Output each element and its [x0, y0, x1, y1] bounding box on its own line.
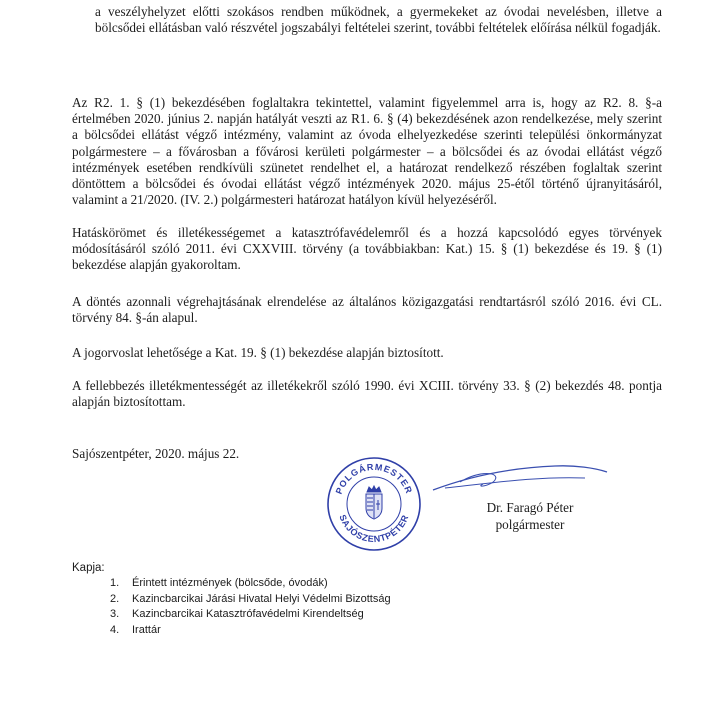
- recipients-list: [110, 576, 391, 638]
- paragraph-competence: Hatáskörömet és illetékességemet a katasztrófavédelemről és a hozzá kapcsolódó egyes törvények módosításáról szóló 2011. évi CXXVIII. törvény (a továbbiakban: Kat.) 15. § (1) bekezdése és 19. § (1) bekezdése alapján gyakoroltam.: [72, 225, 662, 273]
- seal-top-text: POLGÁRMESTER: [333, 461, 415, 496]
- signature-block: [470, 500, 590, 533]
- list-item: 3. Kazincbarcikai Katasztrófavédelmi Kirendeltség: [110, 608, 364, 621]
- recipients-title: Kapja:: [72, 562, 105, 574]
- list-item: 2. Kazincbarcikai Járási Hivatal Helyi Védelmi Bizottság: [110, 592, 391, 605]
- official-seal-icon: [326, 456, 422, 552]
- signatory-name: Dr. Faragó Péter: [486, 500, 574, 515]
- paragraph-remedy: A jogorvoslat lehetősége a Kat. 19. § (1) bekezdése alapján biztosított.: [72, 345, 444, 360]
- signatory-title: polgármester: [495, 516, 565, 532]
- signature-icon: [425, 460, 615, 500]
- paragraph-execution: A döntés azonnali végrehajtásának elrendelése az általános közigazgatási rendtartásról szóló 2016. évi CL. törvény 84. §-án alapul.: [72, 294, 662, 326]
- place-and-date: Sajószentpéter, 2020. május 22.: [72, 446, 240, 461]
- seal-bottom-text: SAJÓSZENTPÉTER: [337, 513, 411, 545]
- list-item: 4. Irattár: [110, 623, 161, 636]
- paragraph-continuation: a veszélyhelyzet előtti szokásos rendben működnek, a gyermekeket az óvodai nevelésben, illetve a bölcsődei ellátásban való részvétel jogszabályi feltételei szerint, további feltételek előírása nélkül fogadják.: [95, 4, 662, 36]
- list-item: 1. Érintett intézmények (bölcsőde, óvodák): [110, 577, 328, 589]
- paragraph-fee-exemption: A fellebbezés illetékmentességét az illetékekről szóló 1990. évi XCIII. törvény 33. § (2) bekezdés 48. pontja alapján biztosítottam.: [72, 378, 662, 410]
- paragraph-reasoning: Az R2. 1. § (1) bekezdésében foglaltakra tekintettel, valamint figyelemmel arra is, hogy az R2. 8. §-a értelmében 2020. június 2. napján hatályát veszti az R1. 6. § (4) bekezdésének azon rendelkezése, mely szerint a bölcsődei ellátást végző intézmény, valamint az óvoda elhelyezkedése szerinti települési önkormányzat polgármestere – a fővárosban a fővárosi kerületi polgármester – a bölcsődei és az óvodai ellátást végző intézmények esetében rendkívüli szünetet rendelhet el, a határozat rendelkező részében foglaltak szerint döntöttem a bölcsődei és óvodai ellátást végző intézmények 2020. május 25-étől történő újranyitásáról, valamint a 21/2020. (IV. 2.) polgármesteri határozat hatályon kívül helyezéséről.: [72, 95, 662, 208]
